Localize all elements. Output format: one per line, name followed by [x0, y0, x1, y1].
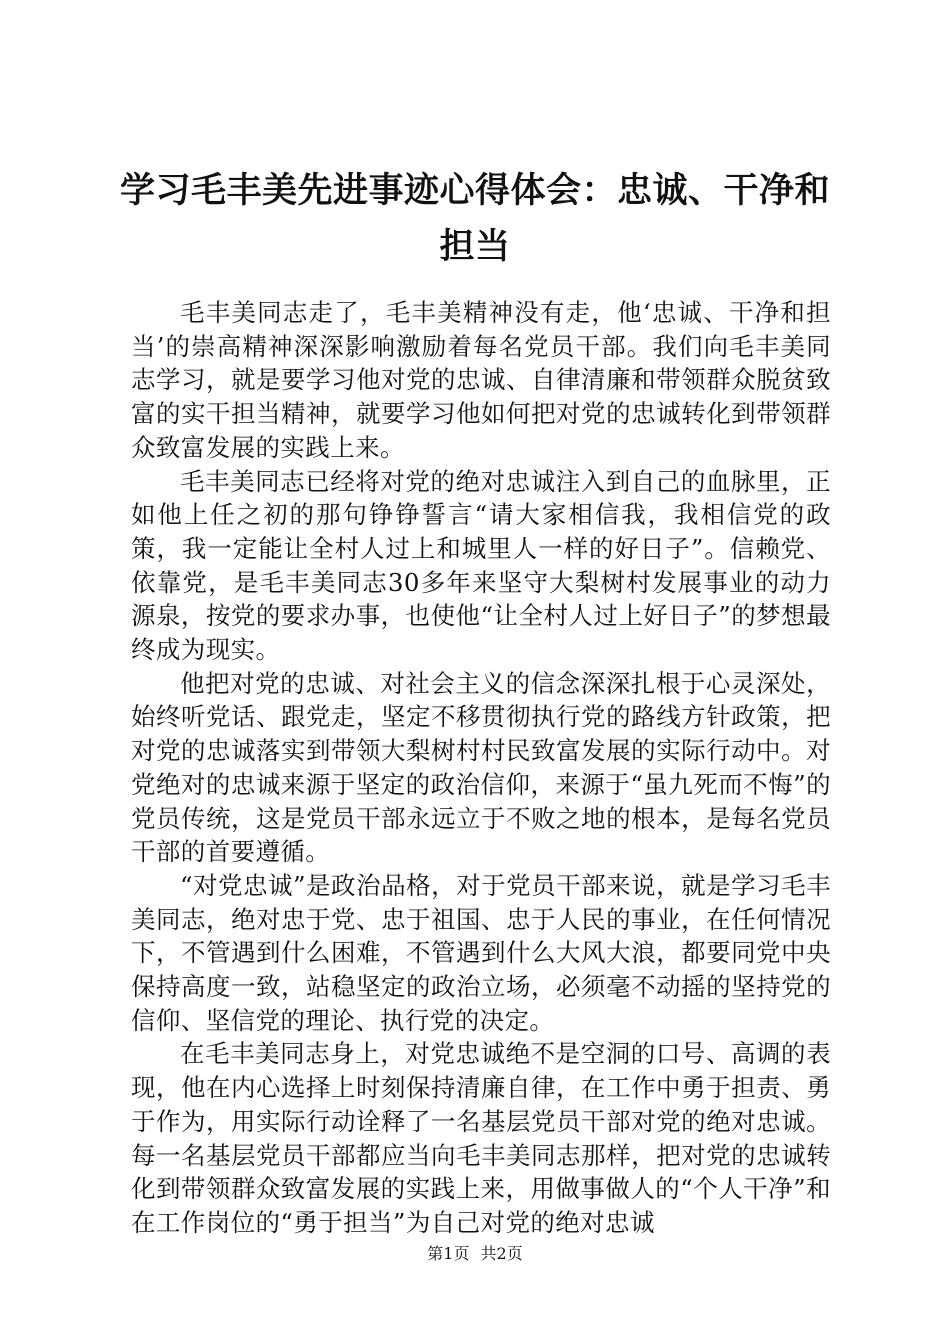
paragraph-2: 毛丰美同志已经将对党的绝对忠诚注入到自己的血脉里，正如他上任之初的那句铮铮誓言“请大家相信我，我相信党的政策，我一定能让全村人过上和城里人一样的好日子”。信赖党、依靠党，是毛丰美同志30多年来坚守大梨树村发展事业的动力源泉，按党的要求办事，也使他“让全村人过上好日子”的梦想最终成为现实。 [131, 466, 831, 665]
document-body [131, 296, 831, 1240]
page-number: 第1页 [427, 1244, 470, 1263]
paragraph-3: 他把对党的忠诚、对社会主义的信念深深扎根于心灵深处，始终听党话、跟党走，坚定不移贯彻执行党的路线方针政策，把对党的忠诚落实到带领大梨树村村民致富发展的实际行动中。对党绝对的忠诚来源于坚定的政治信仰，来源于“虽九死而不悔”的党员传统，这是党员干部永远立于不败之地的根本，是每名党员干部的首要遵循。 [131, 668, 831, 867]
page-total: 共2页 [480, 1244, 523, 1263]
page-footer [0, 1243, 950, 1265]
paragraph-1: 毛丰美同志走了，毛丰美精神没有走，他‘忠诚、干净和担当’的崇高精神深深影响激励着每名党员干部。我们向毛丰美同志学习，就是要学习他对党的忠诚、自律清廉和带领群众脱贫致富的实干担当精神，就要学习他如何把对党的忠诚转化到带领群众致富发展的实践上来。 [131, 298, 831, 462]
paragraph-5: 在毛丰美同志身上，对党忠诚绝不是空洞的口号、高调的表现，他在内心选择上时刻保持清廉自律，在工作中勇于担责、勇于作为，用实际行动诠释了一名基层党员干部对党的绝对忠诚。每一名基层党员干部都应当向毛丰美同志那样，把对党的忠诚转化到带领群众致富发展的实践上来，用做事做人的“个人干净”和在工作岗位的“勇于担当”为自己对党的绝对忠诚 [131, 1039, 831, 1237]
document-title: 学习毛丰美先进事迹心得体会：忠诚、干净和担当 [120, 171, 831, 267]
paragraph-4: “对党忠诚”是政治品格，对于党员干部来说，就是学习毛丰美同志，绝对忠于党、忠于祖国、忠于人民的事业，在任何情况下，不管遇到什么困难，不管遇到什么大风大浪，都要同党中央保持高度一致，站稳坚定的政治立场，必须毫不动摇的坚持党的信仰、坚信党的理论、执行党的决定。 [131, 870, 831, 1035]
